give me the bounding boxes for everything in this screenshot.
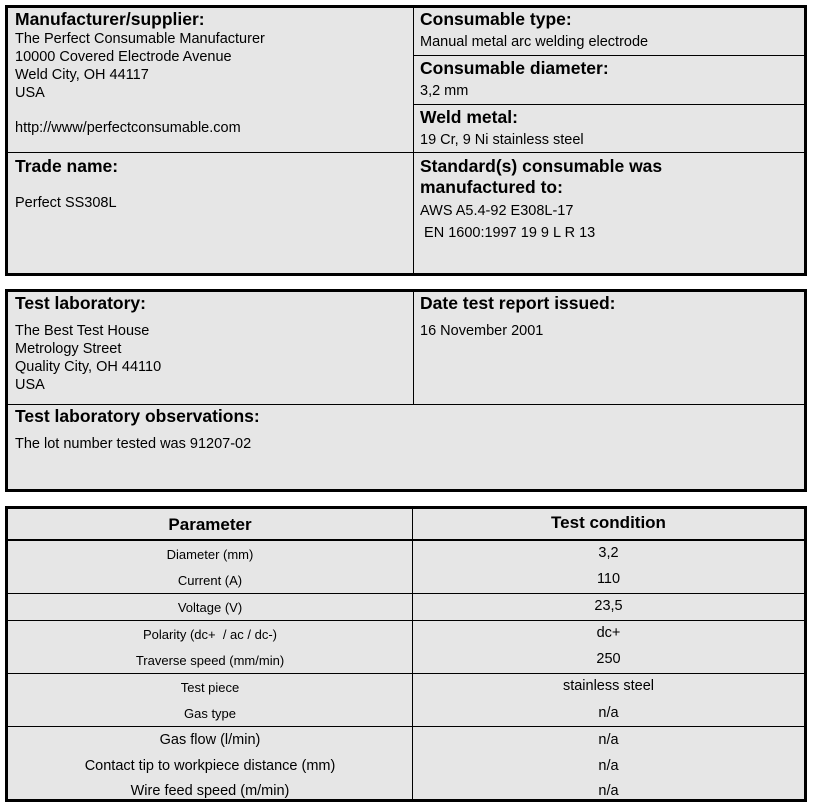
condition-cell: dc+: [596, 625, 621, 641]
table-header-row: [8, 511, 804, 539]
consumable-diameter-cell: [420, 58, 609, 100]
condition-cell: n/a: [598, 705, 619, 721]
table-row: [8, 753, 804, 779]
manufacturer-heading: Manufacturer/supplier:: [15, 9, 205, 29]
test-condition-header: Test condition: [551, 513, 666, 532]
condition-cell: n/a: [598, 783, 619, 799]
condition-cell: n/a: [598, 758, 619, 774]
manufacturer-line: 10000 Covered Electrode Avenue: [15, 49, 232, 65]
manufacturer-line: The Perfect Consumable Manufacturer: [15, 31, 265, 47]
manufacturer-cell: [15, 9, 265, 137]
weld-metal-cell: [420, 107, 584, 149]
trade-name-value: Perfect SS308L: [15, 195, 117, 211]
table-row: [8, 727, 804, 753]
manufacturer-line: Weld City, OH 44117: [15, 67, 149, 83]
table-row: [8, 621, 804, 647]
parameter-cell: Gas flow (l/min): [159, 732, 261, 748]
condition-cell: 23,5: [594, 598, 623, 614]
trade-name-cell: [15, 156, 118, 212]
parameter-cell: Wire feed speed (m/min): [130, 783, 290, 799]
parameter-cell: Diameter (mm): [166, 547, 254, 562]
standards-heading: Standard(s) consumable was: [420, 156, 663, 176]
weld-metal-value: 19 Cr, 9 Ni stainless steel: [420, 132, 584, 148]
test-lab-section: [5, 289, 807, 492]
test-lab-line: Quality City, OH 44110: [15, 359, 162, 375]
standards-line: AWS A5.4-92 E308L-17: [420, 203, 574, 219]
consumable-type-cell: [420, 9, 648, 51]
table-row: [8, 594, 804, 620]
parameter-cell: Voltage (V): [177, 600, 243, 615]
test-lab-line: The Best Test House: [15, 323, 150, 339]
manufacturer-line: USA: [15, 85, 45, 101]
weld-metal-heading: Weld metal:: [420, 107, 518, 127]
condition-cell: stainless steel: [562, 678, 655, 694]
date-issued-heading: Date test report issued:: [420, 293, 616, 313]
consumable-diameter-value: 3,2 mm: [420, 83, 469, 99]
test-conditions-table: [5, 506, 807, 802]
consumable-diameter-heading: Consumable diameter:: [420, 58, 609, 78]
condition-cell: n/a: [598, 732, 619, 748]
observations-value: The lot number tested was 91207-02: [15, 436, 252, 452]
date-issued-cell: [420, 293, 615, 340]
parameter-cell: Test piece: [180, 680, 240, 695]
test-lab-line: USA: [15, 377, 45, 393]
table-row: [8, 700, 804, 726]
parameter-cell: Traverse speed (mm/min): [135, 653, 285, 668]
condition-cell: 3,2: [598, 545, 619, 561]
observations-heading: Test laboratory observations:: [15, 406, 260, 426]
table-row: [8, 674, 804, 700]
parameter-cell: Current (A): [177, 573, 243, 588]
standards-line: EN 1600:1997 19 9 L R 13: [420, 225, 596, 241]
trade-name-heading: Trade name:: [15, 156, 119, 176]
parameter-cell: Polarity (dc+ / ac / dc-): [142, 627, 277, 642]
table-row: [8, 778, 804, 804]
test-lab-cell: [15, 293, 161, 394]
consumable-type-heading: Consumable type:: [420, 9, 572, 29]
table-row: [8, 647, 804, 673]
manufacturer-url: http://www/perfectconsumable.com: [15, 120, 241, 136]
date-issued-value: 16 November 2001: [420, 323, 544, 339]
parameter-cell: Gas type: [183, 706, 237, 721]
consumable-type-value: Manual metal arc welding electrode: [420, 34, 649, 50]
standards-cell: [420, 156, 662, 242]
parameter-header: Parameter: [168, 515, 252, 534]
table-row: [8, 567, 804, 593]
test-lab-heading: Test laboratory:: [15, 293, 146, 313]
observations-cell: [15, 406, 260, 453]
condition-cell: 250: [596, 651, 621, 667]
standards-heading: manufactured to:: [420, 177, 563, 197]
consumable-info-section: [5, 5, 807, 276]
parameter-cell: Contact tip to workpiece distance (mm): [84, 758, 336, 774]
table-row: [8, 541, 804, 567]
condition-cell: 110: [596, 571, 621, 587]
test-lab-line: Metrology Street: [15, 341, 122, 357]
